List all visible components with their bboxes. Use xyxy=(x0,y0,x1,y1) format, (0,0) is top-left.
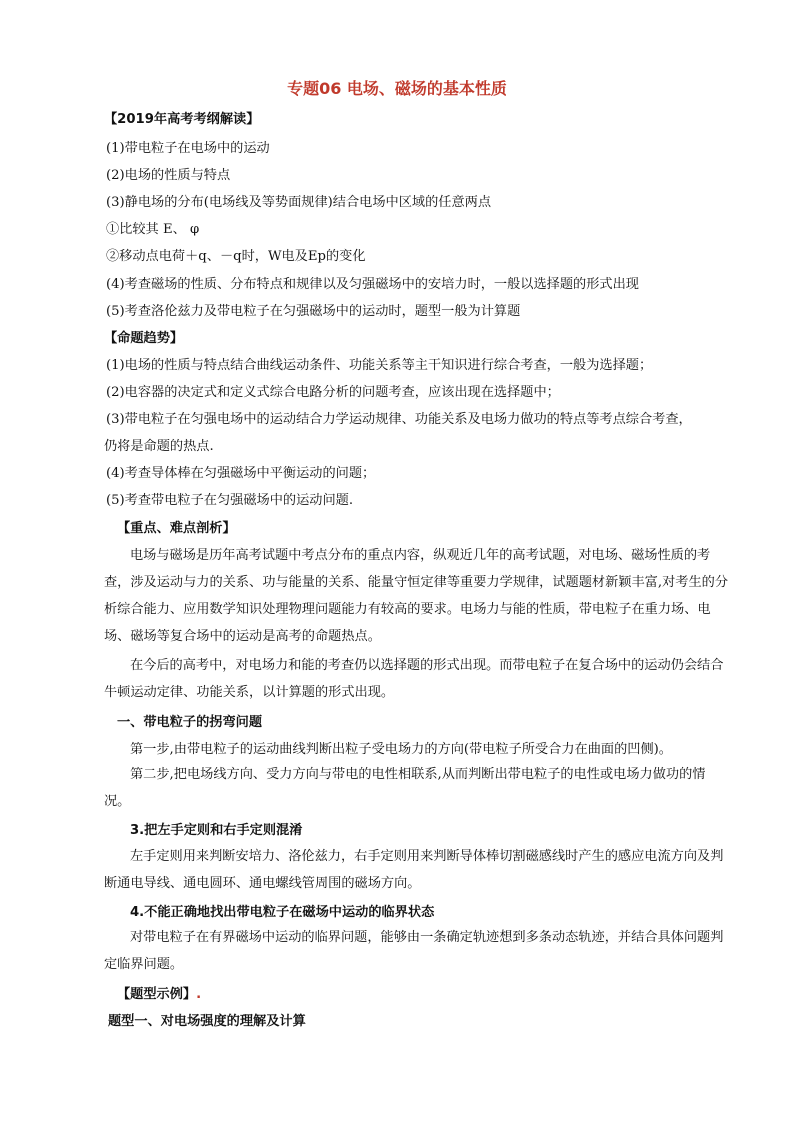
trend-item-3: (3)带电粒子在匀强电场中的运动结合力学运动规律、功能关系及电场力做功的特点等考点综合考查， xyxy=(106,412,692,427)
trend-item-4: (4)考查导体棒在匀强磁场中平衡运动的问题； xyxy=(106,466,376,481)
part4-paragraph: 对带电粒子在有界磁场中运动的临界问题，能够由一条确定轨迹想到多条动态轨迹，并结合具体问题判定临界问题。 xyxy=(104,930,724,972)
outline-item-3b: ②移动点电荷＋q、－q时，W电及Ep的变化 xyxy=(106,249,366,264)
examples-heading: 【题型示例】 xyxy=(117,987,197,1002)
trend-item-3-cont: 仍将是命题的热点. xyxy=(104,439,214,454)
key-points-paragraph-1: 电场与磁场是历年高考试题中考点分布的重点内容，纵观近几年的高考试题，对电场、磁场性质的考查，涉及运动与力的关系、功与能量的关系、能量守恒定律等重要力学规律，试题题材新颖丰富,对考生的分析综合能力、应用数学知识处理物理问题能力有较高的要求。电场力与能的性质，带电粒子在重力场、电场、磁场等复合场中的运动是高考的命题热点。 xyxy=(104,548,729,644)
key-points-heading: 【重点、难点剖析】 xyxy=(117,521,236,536)
part1-heading: 一、带电粒子的拐弯问题 xyxy=(117,715,263,730)
trend-heading: 【命题趋势】 xyxy=(104,331,184,346)
trend-item-2: (2)电容器的决定式和定义式综合电路分析的问题考查，应该出现在选择题中； xyxy=(106,385,560,400)
outline-item-4: (4)考查磁场的性质、分布特点和规律以及匀强磁场中的安培力时，一般以选择题的形式出现 xyxy=(106,277,639,292)
page-title: 专题06 电场、磁场的基本性质 xyxy=(287,79,507,98)
outline-item-3: (3)静电场的分布(电场线及等势面规律)结合电场中区域的任意两点 xyxy=(106,195,492,210)
examples-heading-row xyxy=(117,985,747,1005)
key-points-paragraph-2: 在今后的高考中，对电场力和能的考查仍以选择题的形式出现。而带电粒子在复合场中的运动仍会结合牛顿运动定律、功能关系，以计算题的形式出现。 xyxy=(104,658,724,700)
part4-heading: 4.不能正确地找出带电粒子在磁场中运动的临界状态 xyxy=(130,905,435,920)
part1-step-1: 第一步,由带电粒子的运动曲线判断出粒子受电场力的方向(带电粒子所受合力在曲面的凹侧)。 xyxy=(130,742,672,757)
outline-item-2: (2)电场的性质与特点 xyxy=(106,168,231,183)
question-type-1-heading: 题型一、对电场强度的理解及计算 xyxy=(108,1014,306,1029)
outline-item-1: (1)带电粒子在电场中的运动 xyxy=(106,141,270,156)
exam-outline-heading: 【2019年高考考纲解读】 xyxy=(104,112,260,127)
outline-item-3a: ①比较其 E、 φ xyxy=(106,222,200,237)
trend-item-5: (5)考查带电粒子在匀强磁场中的运动问题. xyxy=(106,493,354,508)
part3-paragraph: 左手定则用来判断安培力、洛伦兹力，右手定则用来判断导体棒切割磁感线时产生的感应电流方向及判断通电导线、通电圆环、通电螺线管周围的磁场方向。 xyxy=(104,849,724,891)
part1-step-2: 第二步,把电场线方向、受力方向与带电的电性相联系,从而判断出带电粒子的电性或电场力做功的情况。 xyxy=(104,767,706,809)
examples-heading-mark: . xyxy=(196,987,202,1002)
outline-item-5: (5)考查洛伦兹力及带电粒子在匀强磁场中的运动时，题型一般为计算题 xyxy=(106,304,521,319)
part3-heading: 3.把左手定则和右手定则混淆 xyxy=(130,823,303,838)
trend-item-1: (1)电场的性质与特点结合曲线运动条件、功能关系等主干知识进行综合考查，一般为选择题； xyxy=(106,358,653,373)
